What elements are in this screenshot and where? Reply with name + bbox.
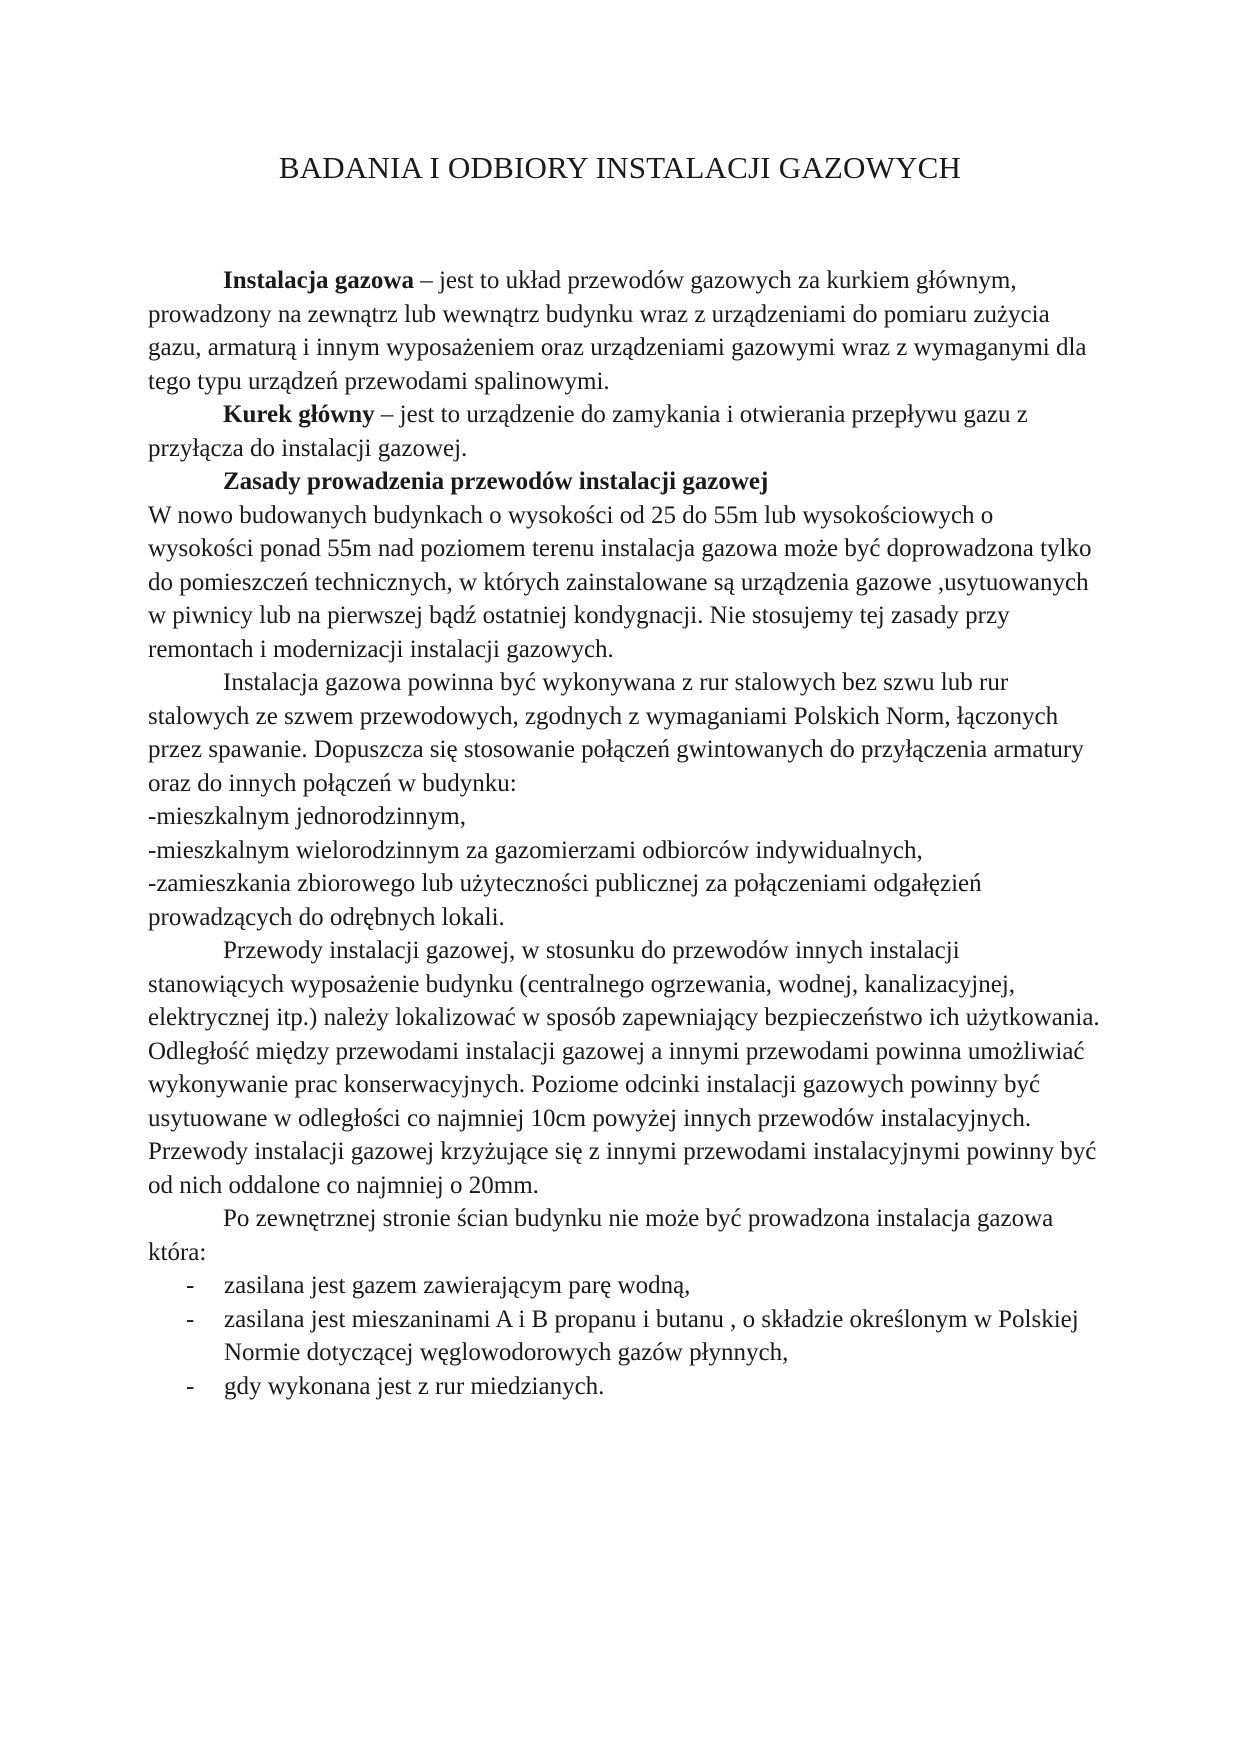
list-item-text: gdy wykonana jest z rur miedzianych. <box>224 1372 605 1400</box>
definition-instalacja-gazowa <box>148 264 1100 398</box>
document-title: BADANIA I ODBIORY INSTALACJI GAZOWYCH <box>278 150 962 185</box>
paragraph-pipe-distances: Przewody instalacji gazowej, w stosunku do przewodów innych instalacji stanowiących wyposażenie budynku (centralnego ogrzewania, wodnej, kanalizacyjnej, elektrycznej itp.) należy lokalizować w sposób zapewniający bezpieczeństwo ich użytkowania. Odległość między przewodami instalacji gazowej a innymi przewodami powinna umożliwiać wykonywanie prac konserwacyjnych. Poziome odcinki instalacji gazowych powinny być usytuowane w odległości co najmniej 10cm powyżej innych przewodów instalacyjnych. Przewody instalacji gazowej krzyżujące się z innymi przewodami instalacyjnymi powinny być od nich oddalone co najmniej o 20mm. <box>148 937 1100 1199</box>
section-heading: Zasady prowadzenia przewodów instalacji gazowej <box>223 468 769 495</box>
list-item <box>148 1269 1100 1303</box>
bullet-dash: - <box>186 1372 195 1400</box>
definition-text: – jest to układ przewodów gazowych za kurkiem głównym, prowadzony na zewnątrz lub wewnątrz budynku wraz z urządzeniami do pomiaru zużycia gazu, armaturą i innym wyposażeniem oraz urządzeniami gazowymi wraz z wymaganymi dla tego typu urządzeń przewodami spalinowymi. <box>148 267 1087 395</box>
building-type-item: -mieszkalnym wielorodzinnym za gazomierzami odbiorców indywidualnych, <box>148 836 923 864</box>
list-item-text: zasilana jest gazem zawierającym parę wodną, <box>224 1272 691 1299</box>
paragraph-building-height: W nowo budowanych budynkach o wysokości od 25 do 55m lub wysokościowych o wysokości ponad 55m nad poziomem terenu instalacja gazowa może być doprowadzona tylko do pomieszczeń technicznych, w których zainstalowane są urządzenia gazowe ,usytuowanych w piwnicy lub na pierwszej bądź ostatniej kondygnacji. Nie stosujemy tej zasady przy remontach i modernizacji instalacji gazowych. <box>148 501 1092 663</box>
bullet-dash: - <box>186 1272 195 1299</box>
paragraph-pipe-material: Instalacja gazowa powinna być wykonywana z rur stalowych bez szwu lub rur stalowych ze szwem przewodowych, zgodnych z wymaganiami Polskich Norm, łączonych przez spawanie. Dopuszcza się stosowanie połączeń gwintowanych do przyłączenia armatury oraz do innych połączeń w budynku: <box>148 669 1084 797</box>
list-item <box>148 1303 1100 1370</box>
building-type-item: -mieszkalnym jednorodzinnym, <box>148 803 466 830</box>
list-item-text: zasilana jest mieszaninami A i B propanu i butanu , o składzie określonym w Polskiej Normie dotyczącej węglowodorowych gazów płynnych, <box>224 1305 1079 1366</box>
bullet-dash: - <box>186 1305 195 1333</box>
building-type-item: -zamieszkania zbiorowego lub użyteczności publicznej za połączeniami odgałęzień prowadzących do odrębnych lokali. <box>148 870 982 931</box>
definition-term: Instalacja gazowa <box>223 267 414 294</box>
restriction-list <box>148 1269 1100 1403</box>
definition-text: – jest to urządzenie do zamykania i otwierania przepływu gazu z przyłącza do instalacji gazowej. <box>148 401 1028 462</box>
list-item <box>148 1370 1100 1404</box>
document-body <box>148 264 1100 1403</box>
definition-term: Kurek główny <box>223 401 375 428</box>
definition-kurek-glowny <box>148 398 1100 465</box>
paragraph-external-walls: Po zewnętrznej stronie ścian budynku nie może być prowadzona instalacja gazowa która: <box>148 1205 1054 1266</box>
